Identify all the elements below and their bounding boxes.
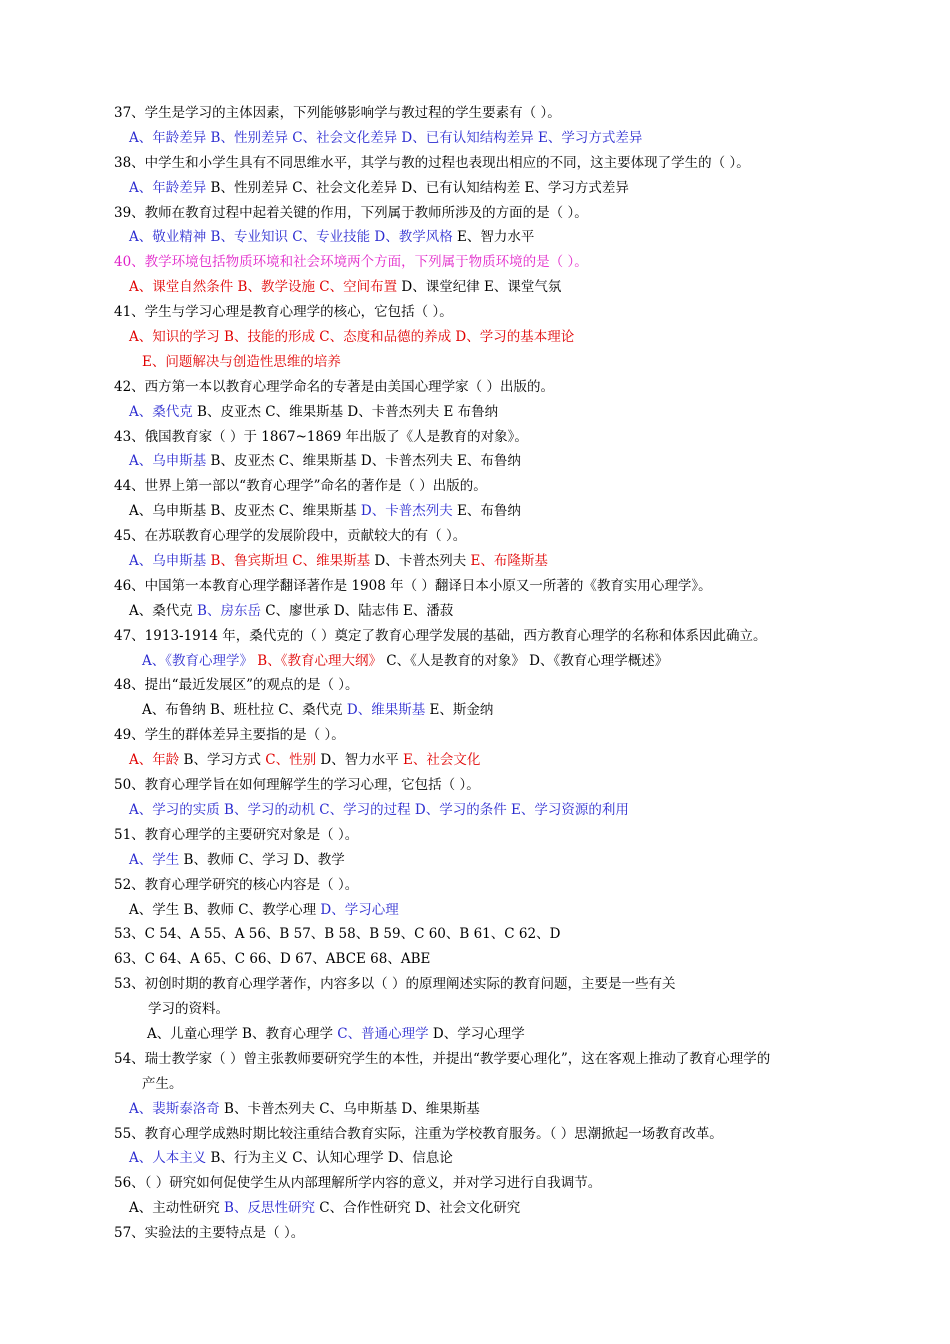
text-segment: A、年龄 [129, 752, 180, 769]
text-segment: D、学习心理学 [428, 1025, 525, 1042]
text-line [0, 1097, 950, 1122]
text-line [0, 723, 950, 748]
text-segment: A、学习的实质 B、学习的动机 C、学习的过程 D、学习的条件 E、学习资源的利用 [129, 801, 629, 818]
text-line [0, 823, 950, 848]
text-segment: D、课堂纪律 E、课堂气氛 [397, 279, 562, 296]
text-segment: E、布隆斯基 [470, 553, 548, 570]
text-segment: 53、初创时期的教育心理学著作，内容多以（ ）的原理阐述实际的教育问题，主要是一些有关 [114, 976, 676, 993]
text-segment: B、皮亚杰 C、维果斯基 D、卡普杰列夫 E、布鲁纳 [206, 453, 521, 470]
text-line [0, 997, 950, 1022]
text-segment: 56、（ ）研究如何促使学生从内部理解所学内容的意义，并对学习进行自我调节。 [114, 1175, 602, 1192]
text-segment: 52、教育心理学研究的核心内容是（ ）。 [114, 876, 359, 893]
text-segment: A、敬业精神 B、专业知识 C、专业技能 D、教学风格 [129, 229, 453, 246]
text-segment: 42、西方第一本以教育心理学命名的专著是由美国心理学家（ ）出版的。 [114, 378, 554, 395]
text-line [0, 947, 950, 972]
text-segment: 40、教学环境包括物质环境和社会环境两个方面，下列属于物质环境的是（ ）。 [114, 254, 588, 271]
text-segment: 50、教育心理学旨在如何理解学生的学习心理，它包括（ ）。 [114, 777, 480, 794]
text-line [0, 474, 950, 499]
text-line [0, 922, 950, 947]
text-segment: 37、学生是学习的主体因素，下列能够影响学与教过程的学生要素有（ ）。 [114, 105, 561, 121]
text-segment: 51、教育心理学的主要研究对象是（ ）。 [114, 826, 359, 843]
text-segment: 55、教育心理学成熟时期比较注重结合教育实际，注重为学校教育服务。（ ）思潮掀起一场教育改革。 [114, 1125, 723, 1142]
text-segment: B、《教育心理大纲》 [253, 652, 382, 669]
text-segment: B、房东岳 [197, 602, 261, 619]
text-segment: A、主动性研究 [129, 1200, 225, 1217]
text-segment: E、智力水平 [452, 229, 535, 246]
text-segment: D、卡普杰列夫 [360, 503, 453, 520]
text-line [0, 773, 950, 798]
text-line [0, 201, 950, 226]
text-segment: B、卡普杰列夫 C、乌申斯基 D、维果斯基 [219, 1100, 480, 1117]
text-line [0, 673, 950, 698]
text-line [0, 1171, 950, 1196]
text-segment: 63、C 64、A 65、C 66、D 67、ABCE 68、ABE [114, 951, 431, 968]
text-segment: B、行为主义 C、认知心理学 D、信息论 [206, 1150, 453, 1167]
text-line [0, 499, 950, 524]
text-segment: B、皮亚杰 C、维果斯基 D、卡普杰列夫 E 布鲁纳 [192, 403, 499, 420]
text-line [0, 1047, 950, 1072]
text-line [0, 1022, 950, 1047]
text-segment: A、乌申斯基 [129, 453, 207, 470]
text-segment: 53、C 54、A 55、A 56、B 57、B 58、B 59、C 60、B 61、C 62、D [114, 926, 561, 943]
text-segment: A、乌申斯基 [129, 553, 211, 570]
text-segment: A、人本主义 [129, 1150, 207, 1167]
text-segment: 产生。 [142, 1075, 183, 1092]
text-line [0, 101, 950, 126]
text-line [0, 151, 950, 176]
text-segment: C、《人是教育的对象》 D、《教育心理学概述》 [381, 652, 669, 669]
text-line [0, 1072, 950, 1097]
text-segment: B、反思性研究 [224, 1200, 315, 1217]
text-segment: 57、实验法的主要特点是（ ）。 [114, 1225, 305, 1242]
text-segment: A、桑代克 [129, 602, 198, 619]
text-segment: D、卡普杰列夫 [370, 553, 471, 570]
text-line [0, 898, 950, 923]
text-line [0, 574, 950, 599]
text-line [0, 400, 950, 425]
text-segment: D、学习心理 [320, 901, 399, 918]
text-segment: C、合作性研究 D、社会文化研究 [314, 1200, 521, 1217]
text-line [0, 798, 950, 823]
text-line [0, 350, 950, 375]
text-segment: A、乌申斯基 B、皮亚杰 C、维果斯基 [129, 503, 361, 520]
text-line [0, 176, 950, 201]
text-segment: A、《教育心理学》 [142, 652, 253, 669]
text-line [0, 1122, 950, 1147]
text-line [0, 698, 950, 723]
text-segment: A、学生 B、教师 C、教学心理 [129, 901, 321, 918]
text-segment: B、性别差异 C、社会文化差异 D、已有认知结构差 E、学习方式差异 [206, 179, 629, 196]
text-line [0, 250, 950, 275]
text-segment: 54、瑞士教学家（ ）曾主张教师要研究学生的本性，并提出“教学要心理化”，这在客观上推动了教育心理学的 [114, 1050, 771, 1067]
text-segment: 38、中学生和小学生具有不同思维水平，其学与教的过程也表现出相应的不同，这主要体现了学生的（ ）。 [114, 154, 750, 171]
text-segment: 47、1913-1914 年，桑代克的（ ）奠定了教育心理学发展的基础，西方教育心理学的名称和体系因此确立。 [114, 627, 767, 644]
text-line [0, 1146, 950, 1171]
text-line [0, 325, 950, 350]
text-segment: 41、学生与学习心理是教育心理学的核心，它包括（ ）。 [114, 304, 453, 321]
text-segment: 45、在苏联教育心理学的发展阶段中，贡献较大的有（ ）。 [114, 528, 467, 545]
text-segment: C、普通心理学 [337, 1025, 429, 1042]
text-segment: 48、提出“最近发展区”的观点的是（ ）。 [114, 677, 359, 694]
text-segment: A、课堂自然条件 B、教学设施 C、空间布置 [129, 279, 398, 296]
text-segment: A、学生 [129, 851, 180, 868]
text-segment: D、智力水平 [316, 752, 404, 769]
document-body [0, 101, 950, 1246]
text-segment: E、斯金纳 [425, 702, 494, 719]
text-line [0, 624, 950, 649]
text-line [0, 275, 950, 300]
text-segment: C、廖世承 D、陆志伟 E、潘菽 [260, 602, 454, 619]
text-line [0, 524, 950, 549]
text-line [0, 549, 950, 574]
text-segment: E、布鲁纳 [452, 503, 521, 520]
text-segment: 43、俄国教育家（ ）于 1867~1869 年出版了《人是教育的对象》。 [114, 428, 528, 445]
text-segment: E、问题解决与创造性思维的培养 [142, 353, 341, 370]
text-segment: D、维果斯基 [346, 702, 426, 719]
text-segment: A、裴斯泰洛奇 [129, 1100, 220, 1117]
text-line [0, 300, 950, 325]
text-segment: A、年龄差异 [129, 179, 207, 196]
text-line [0, 1196, 950, 1221]
text-line [0, 425, 950, 450]
text-line [0, 649, 950, 674]
text-line [0, 225, 950, 250]
text-segment: B、鲁宾斯坦 C、维果斯基 [210, 553, 371, 570]
text-segment: B、教师 C、学习 D、教学 [179, 851, 345, 868]
text-segment: E、社会文化 [403, 752, 481, 769]
text-segment: 39、教师在教育过程中起着关键的作用，下列属于教师所涉及的方面的是（ ）。 [114, 204, 588, 221]
text-line [0, 599, 950, 624]
text-line [0, 972, 950, 997]
text-line [0, 748, 950, 773]
text-segment: A、年龄差异 B、性别差异 C、社会文化差异 D、已有认知结构差异 E、学习方式差异 [129, 129, 643, 146]
text-line [0, 375, 950, 400]
text-segment: A、布鲁纳 B、班杜拉 C、桑代克 [142, 702, 347, 719]
text-segment: B、学习方式 [179, 752, 266, 769]
text-line [0, 449, 950, 474]
text-segment: A、儿童心理学 B、教育心理学 [147, 1025, 338, 1042]
text-segment: A、知识的学习 B、技能的形成 C、态度和品德的养成 D、学习的基本理论 [129, 329, 575, 346]
text-segment: C、性别 [265, 752, 317, 769]
text-segment: 学习的资料。 [148, 1001, 229, 1018]
text-line [0, 126, 950, 151]
text-line [0, 873, 950, 898]
text-segment: 46、中国第一本教育心理学翻译著作是 1908 年（ ）翻译日本小原又一所著的《教育实用心理学》。 [114, 577, 712, 594]
text-line [0, 1221, 950, 1246]
text-segment: A、桑代克 [129, 403, 193, 420]
text-segment: 49、学生的群体差异主要指的是（ ）。 [114, 727, 345, 744]
text-line [0, 848, 950, 873]
text-segment: 44、世界上第一部以“教育心理学”命名的著作是（ ）出版的。 [114, 478, 487, 495]
